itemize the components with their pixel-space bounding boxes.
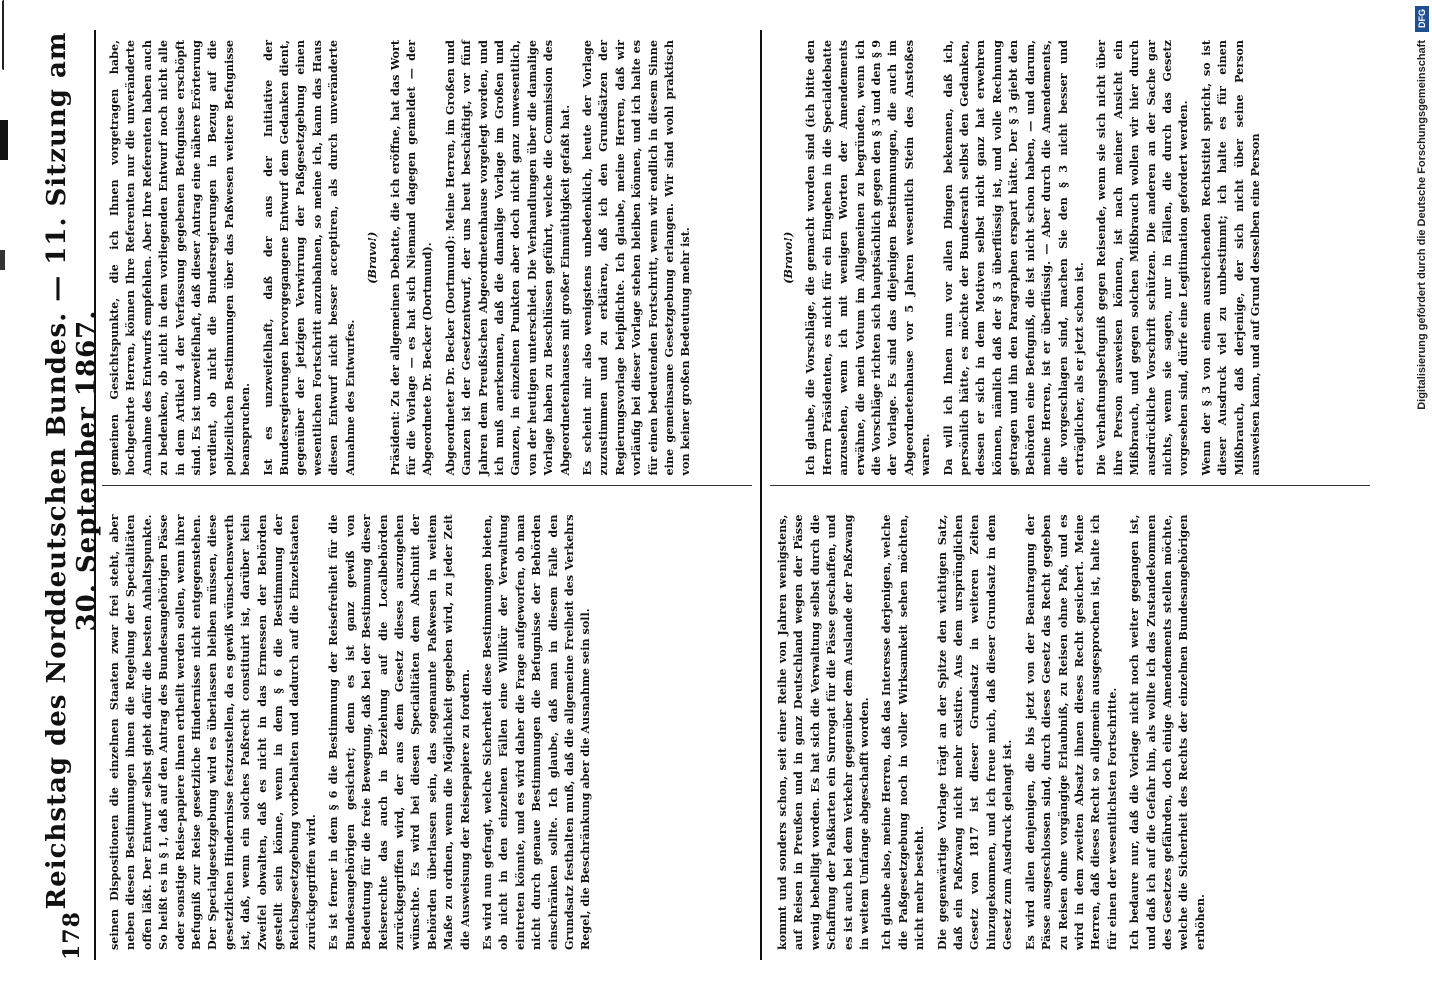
paragraph: Ist es unzweifelhaft, daß der aus der Initiative der Bundesregierungen hervorgegangene Entwurf dem Gedanken dient, gegenüber der jetzigen Verwirrung der Paßgesetzgebung einen wesentlichen Fortschritt anzubahnen, so meine ich, kann das Haus diesen Entwurf nicht besser acceptiren, als durch unveränderte Annahme des Entwurfes. [260,40,357,476]
page-title: Reichstag des Norddeutschen Bundes. — 11. Sitzung am 30. September 1867. [42,31,102,910]
paragraph: Ich bedaure nur, daß die Vorlage nicht noch weiter gegangen ist, und daß ich auf die Gefahr hin, als wollte ich das Zustandekommen des Gesetzes gefährden, doch einige Amendements stellen möchte, welche die Sicherheit des Rechts der einzelnen Bundesangehörigen erhöhen. [1127,514,1207,950]
page-number: 178 [59,911,85,960]
paragraph: Es ist ferner in dem § 6 die Bestimmung der Reisefreiheit für die Bundesangehörigen gesichert; denn es ist ganz gewiß von Bedeutung für die freie Bewegung, daß bei der Bestimmung dieser Reiserechte das auch in Beziehung auf die Localbehörden zurückgegriffen wird, der aus dem Gesetz dieses auszugehen wünschte. Es wird bei diesen Specialitäten dem Abschnitt der Behörden überlassen sein, das sogenannte Paßwesen in weitem Maße zu ordnen, wenn die Möglichkeit gegeben wird, zu jeder Zeit die Ausweisung der Reisepapiere zu fordern. [326,514,472,950]
paragraph: Es wird nun gefragt, welche Sicherheit diese Bestimmungen bieten, ob nicht in den einzelnen Fällen eine Willkür der Verwaltung eintreten könnte, und es wird daher die Frage aufgeworfen, ob man nicht durch genaue Bestimmungen die Befugnisse der Behörden einschränken sollte. Ich glaube, daß man in diesem Falle den Grundsatz festhalten muß, daß die allgemeine Freiheit des Verkehrs Regel, die Beschränkung aber die Ausnahme sein soll. [479,514,593,950]
text-column [770,30,1370,487]
page-header [42,30,102,960]
paragraph: gemeinen Gesichtspunkte, die ich Ihnen vorgetragen habe, hochgeehrte Herren, können Ihre Referenten nur die unveränderte Annahme des Entwurfs empfehlen. Aber Ihre Referenten haben auch zu bedenken, ob nicht in dem vorliegenden Entwurf noch nicht alle in dem Artikel 4 der Verfassung gegebenen Befugnisse erschöpft sind. Es ist unzweifelhaft, daß dieser Antrag eine nähere Erörterung verdient, ob nicht die Bundesregierungen in Bezug auf die polizeilichen Bestimmungen über das Paßwesen weitere Befugnisse beanspruchen. [107,40,253,476]
text-column [102,505,752,961]
paragraph: seinen Dispositionen die einzelnen Staaten zwar frei steht, aber neben diesen Bestimmungen ihnen die Regelung der Specialitäten offen läßt. Der Entwurf selbst giebt dafür die besten Anhaltspunkte. So heißt es in § 1, daß auf den Antrag des Bundesangehörigen Pässe oder sonstige Reise-papiere ihnen ertheilt werden sollen, wenn ihrer Befugniß zur Reise gesetzliche Hindernisse nicht entgegenstehen. Der Specialgesetzgebung wird es überlassen bleiben müssen, diese gesetzlichen Hindernisse festzustellen, da es gewiß wünschenswerth ist, daß, wenn ein solches Paßrecht constituirt ist, darüber kein Zweifel obwalten, daß es nicht in das Ermessen der Behörden gestellt sein könne, wenn in dem § 6 die Bestimmung der Reichsgesetzgebung vorbehalten und dadurch auf die Einzelstaaten zurückgegriffen wird. [107,514,318,950]
paragraph: Da will ich Ihnen nun vor allen Dingen bekennen, daß ich, persönlich hätte, es möchte der Bundesrath selbst den Gedanken, dessen er sich in dem Motiven selbst nicht ganz hat erwehren können, nämlich daß der § 3 überflüssig ist, und volle Rechnung getragen und ihn den Paragraphen erspart hätte. Der § 3 giebt den Behörden eine Befugniß, die ist nicht schon haben, — und darum, meine Herren, ist er überflüssig. — Aber durch die Amendements, die vorgeschlagen sind, machen Sie den § 3 nicht besser und erträglicher, als er jetzt schon ist. [940,40,1086,476]
applause-note: (Bravo!) [781,231,795,284]
left-half-columns [102,30,752,960]
scan-edge-artifact [0,250,5,270]
scan-edge-mark [2,0,10,70]
speaker-paragraph: Abgeordneter Dr. Becker (Dortmund): Meine Herren, im Großen und Ganzen ist der Gesetzentwurf, der uns heut beschäftigt, vor fünf Jahren dem Preußischen Abgeordnetenhause vorgelegt worden, und ich muß anerkennen, daß die damalige Vorlage im Großen und Ganzen, in einzelnen Punkten aber doch nicht ganz unwesentlich, von der heutigen unterschied. Die Verhandlungen über die damalige Vorlage haben zu Beschlüssen geführt, welche die Commission des Abgeordnetenhauses mit großer Einmüthigkeit gefaßt hat. [442,40,572,476]
paragraph: Es wird allen denjenigen, die bis jetzt von der Beantragung der Pässe ausgeschlossen sind, durch dieses Gesetz das Recht gegeben zu Reisen ohne vorgängige Erlaubniß, zu Reisen ohne Paß, und es wird in dem zweiten Absatz ihnen dieses Recht gesichert. Meine Herren, daß dieses Recht so allgemein ausgesprochen ist, halte ich für einen der wesentlichsten Fortschritte. [1022,514,1119,950]
paragraph: Die Verhaftungsbefugniß gegen Reisende, wenn sie sich nicht über ihre Person ausweisen können, ist nach meiner Ansicht ein Mißbrauch, und gegen solchen Mißbrauch wollen wir hier durch ausdrückliche Vorschrift schützen. Die anderen an der Sache gar nichts, wenn sie sagen, nur in Fällen, die durch das Gesetz vorgesehen sind, dürfe eine Legitimation gefordert werden. [1094,40,1191,476]
text-column [102,30,752,487]
paragraph: Die gegenwärtige Vorlage trägt an der Spitze den wichtigen Satz, daß ein Paßzwang nicht mehr existire. Aus dem ursprünglichen Gesetz von 1817 ist dieser Grundsatz in weiteren Zeiten hinzugekommen, und ich freue mich, daß dieser Grundsatz in dem Gesetz zum Ausdruck gelangt ist. [934,514,1015,950]
section-divider [760,30,762,960]
scan-edge-artifact [0,120,8,160]
paragraph: kommt und sonders schon, seit einer Reihe von Jahren wenigstens, auf Reisen in Preußen und in ganz Deutschland wegen der Pässe wenig behelligt worden. Es hat sich die Verwaltung selbst durch die Schaffung der Paßkarten ein Surrogat für die Pässe geschaffen, und es ist auch bei dem Verkehr gegenüber dem Auslande der Paßzwang in weitem Umfange abgeschafft worden. [775,514,872,950]
paragraph: Ich glaube also, meine Herren, daß das Interesse derjenigen, welche die Paßgesetzgebung noch in voller Wirksamkeit sehen möchten, nicht mehr besteht. [879,514,927,950]
paragraph: Ich glaube, die Vorschläge, die gemacht worden sind (ich bitte den Herrn Präsidenten, es nicht für ein Eingehen in die Specialdebatte anzusehen, wenn ich mit wenigen Worten der Amendements erwähne, die mein Votum im Allgemeinen zu begründen, wenn ich die Vorschläge richten sich hauptsächlich gegen den § 3 und den § 9 der Vorlage. Es sind das diejenigen Bestimmungen, die auch im Abgeordnetenhause vor 5 Jahren wesentlich Stein des Anstoßes waren. [803,40,933,476]
paragraph: Wenn der § 3 von einem ausreichenden Rechtstitel spricht, so ist dieser Ausdruck viel zu unbestimmt; ich halte es für einen Mißbrauch, daß derjenige, der sich nicht über seine Person ausweisen kann, und auf Grund desselben eine Person [1198,40,1262,476]
applause-note: (Bravo!) [365,231,380,284]
digitization-credit: Digitalisierung gefördert durch die Deutsche Forschungsgemeinschaft [1416,40,1428,410]
right-half-columns [770,30,1370,960]
text-column [770,505,1370,961]
dfg-logo-badge: DFG [1415,6,1429,32]
speaker-paragraph: Präsident: Zu der allgemeinen Debatte, die ich eröffne, hat das Wort für die Vorlage — es hat sich Niemand dagegen gemeldet — der Abgeordnete Dr. Becker (Dortmund). [387,40,435,476]
newspaper-page [20,0,1400,1000]
paragraph: Es scheint mir also wenigstens unbedenklich, heute der Vorlage zuzustimmen und zu erklären, daß ich den Grundsätzen der Regierungsvorlage beipflichte. Ich glaube, meine Herren, daß wir vorläufig bei dieser Vorlage stehen bleiben können, und ich halte es für einen bedeutenden Fortschritt, wenn wir endlich in diesem Sinne eine gemeinsame Gesetzgebung erlangen. Wir sind wohl praktisch von keiner großen Bedeutung mehr ist. [579,40,693,476]
